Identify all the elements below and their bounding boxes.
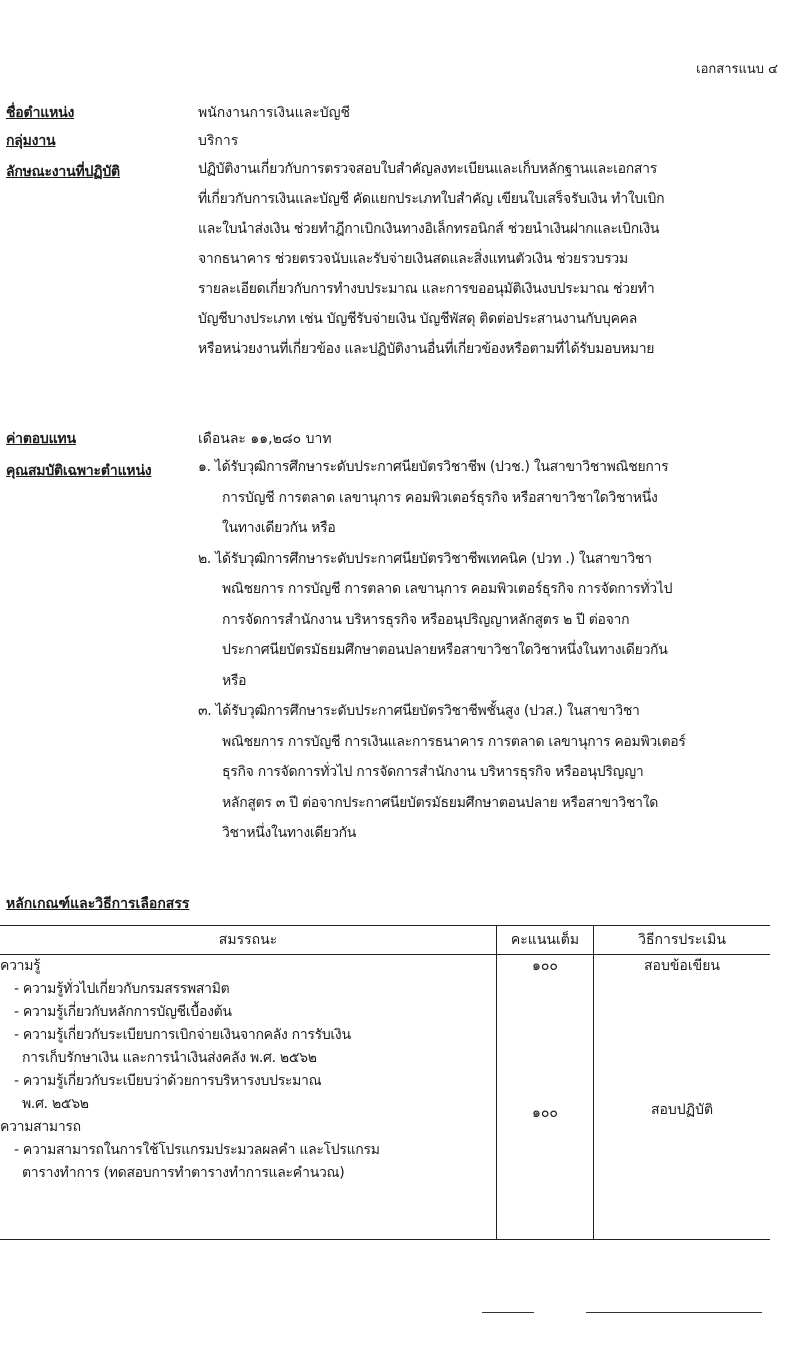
qualification-line: พณิชยการ การบัญชี การเงินและการธนาคาร การตลาด เลขานุการ คอมพิวเตอร์ bbox=[222, 733, 686, 750]
ability-item: - ความสามารถในการใช้โปรแกรมประมวลผลคำ และโปรแกรม bbox=[14, 1142, 380, 1158]
qualification-line: ๒. ได้รับวุฒิการศึกษาระดับประกาศนียบัตรวิชาชีพเทคนิค (ปวท .) ในสาขาวิชา bbox=[198, 550, 652, 567]
duty-line: และใบนำส่งเงิน ช่วยทำฎีกาเบิกเงินทางอิเล็กทรอนิกส์ ช่วยนำเงินฝากและเบิกเงิน bbox=[198, 221, 660, 237]
work-group-label: กลุ่มงาน bbox=[6, 133, 56, 149]
ability-cell bbox=[0, 1116, 497, 1240]
duty-line: รายละเอียดเกี่ยวกับการทำงบประมาณ และการขออนุมัติเงินงบประมาณ ช่วยทำ bbox=[198, 281, 655, 297]
qualification-line: การบัญชี การตลาด เลขานุการ คอมพิวเตอร์ธุรกิจ หรือสาขาวิชาใดวิชาหนึ่ง bbox=[222, 489, 658, 506]
position-title-label: ชื่อตำแหน่ง bbox=[6, 105, 75, 121]
signature-line-short bbox=[482, 1312, 534, 1313]
signature-line-long bbox=[586, 1312, 762, 1313]
ability-score: ๑๐๐ bbox=[532, 1105, 558, 1121]
header-full-score: คะแนนเต็ม bbox=[497, 926, 594, 955]
qualification-line: หลักสูตร ๓ ปี ต่อจากประกาศนียบัตรมัธยมศึกษาตอนปลาย หรือสาขาวิชาใด bbox=[222, 794, 659, 811]
duty-label: ลักษณะงานที่ปฏิบัติ bbox=[6, 164, 120, 180]
ability-method-cell bbox=[594, 1102, 771, 1240]
criteria-table bbox=[0, 925, 770, 1240]
qualification-line: หรือ bbox=[222, 672, 247, 689]
knowledge-score-cell bbox=[497, 955, 594, 1117]
attachment-number: เอกสารแนบ ๔ bbox=[696, 62, 778, 77]
header-method: วิธีการประเมิน bbox=[594, 926, 771, 955]
duty-line: บัญชีบางประเภท เช่น บัญชีรับจ่ายเงิน บัญชีพัสดุ ติดต่อประสานงานกับบุคคล bbox=[198, 311, 638, 327]
knowledge-method: สอบข้อเขียน bbox=[644, 958, 720, 974]
duty-description bbox=[198, 154, 788, 364]
criteria-header-row bbox=[0, 926, 770, 955]
ability-heading: ความสามารถ bbox=[0, 1119, 81, 1135]
qualification-line: ๑. ได้รับวุฒิการศึกษาระดับประกาศนียบัตรวิชาชีพ (ปวช.) ในสาขาวิชาพณิชยการ bbox=[198, 459, 669, 475]
knowledge-item: - ความรู้ทั่วไปเกี่ยวกับกรมสรรพสามิต bbox=[14, 981, 230, 997]
knowledge-item: - ความรู้เกี่ยวกับระเบียบว่าด้วยการบริหารงบประมาณ bbox=[14, 1073, 322, 1089]
knowledge-item: - ความรู้เกี่ยวกับระเบียบการเบิกจ่ายเงินจากคลัง การรับเงิน bbox=[14, 1027, 351, 1043]
qualification-line: การจัดการสำนักงาน บริหารธุรกิจ หรืออนุปริญญาหลักสูตร ๒ ปี ต่อจาก bbox=[222, 611, 630, 628]
table-row-ability bbox=[0, 1116, 770, 1240]
compensation-value: เดือนละ ๑๑,๒๘๐ บาท bbox=[198, 431, 332, 447]
header-competency: สมรรถนะ bbox=[0, 926, 497, 955]
qualification-line: ในทางเดียวกัน หรือ bbox=[222, 520, 336, 536]
knowledge-heading: ความรู้ bbox=[0, 958, 41, 974]
knowledge-item: พ.ศ. ๒๕๖๒ bbox=[22, 1096, 89, 1112]
qualification-line: ๓. ได้รับวุฒิการศึกษาระดับประกาศนียบัตรวิชาชีพชั้นสูง (ปวส.) ในสาขาวิชา bbox=[198, 703, 640, 719]
ability-item: ตารางทำการ (ทดสอบการทำตารางทำการและคำนวณ) bbox=[22, 1165, 345, 1181]
duty-line: หรือหน่วยงานที่เกี่ยวข้อง และปฏิบัติงานอื่นที่เกี่ยวข้องหรือตามที่ได้รับมอบหมาย bbox=[198, 341, 655, 357]
knowledge-score: ๑๐๐ bbox=[532, 958, 558, 974]
qualification-line: พณิชยการ การบัญชี การตลาด เลขานุการ คอมพิวเตอร์ธุรกิจ การจัดการทั่วไป bbox=[222, 581, 673, 597]
selection-criteria-title: หลักเกณฑ์และวิธีการเลือกสรร bbox=[6, 896, 190, 912]
qualification-line: วิชาหนึ่งในทางเดียวกัน bbox=[222, 825, 357, 841]
qualification-line: ธุรกิจ การจัดการทั่วไป การจัดการสำนักงาน บริหารธุรกิจ หรืออนุปริญญา bbox=[222, 764, 644, 780]
ability-score-cell bbox=[497, 1105, 594, 1240]
duty-line: ปฏิบัติงานเกี่ยวกับการตรวจสอบใบสำคัญลงทะเบียนและเก็บหลักฐานและเอกสาร bbox=[198, 161, 657, 177]
knowledge-item: การเก็บรักษาเงิน และการนำเงินส่งคลัง พ.ศ. ๒๕๖๒ bbox=[22, 1050, 317, 1066]
qualification-label: คุณสมบัติเฉพาะตำแหน่ง bbox=[6, 463, 152, 479]
qualification-list bbox=[198, 452, 794, 849]
position-title-value: พนักงานการเงินและบัญชี bbox=[198, 105, 351, 121]
ability-method: สอบปฏิบัติ bbox=[650, 1102, 714, 1118]
work-group-value: บริการ bbox=[198, 133, 239, 149]
duty-line: ที่เกี่ยวกับการเงินและบัญชี คัดแยกประเภทใบสำคัญ เขียนใบเสร็จรับเงิน ทำใบเบิก bbox=[198, 191, 665, 207]
qualification-line: ประกาศนียบัตรมัธยมศึกษาตอนปลายหรือสาขาวิชาใดวิชาหนึ่งในทางเดียวกัน bbox=[222, 642, 668, 658]
table-row-knowledge bbox=[0, 955, 770, 1117]
knowledge-method-cell bbox=[594, 955, 771, 1117]
duty-line: จากธนาคาร ช่วยตรวจนับและรับจ่ายเงินสดและสิ่งแทนตัวเงิน ช่วยรวบรวม bbox=[198, 251, 628, 267]
compensation-label: ค่าตอบแทน bbox=[6, 431, 76, 447]
knowledge-cell bbox=[0, 955, 497, 1117]
knowledge-item: - ความรู้เกี่ยวกับหลักการบัญชีเบื้องต้น bbox=[14, 1004, 232, 1020]
